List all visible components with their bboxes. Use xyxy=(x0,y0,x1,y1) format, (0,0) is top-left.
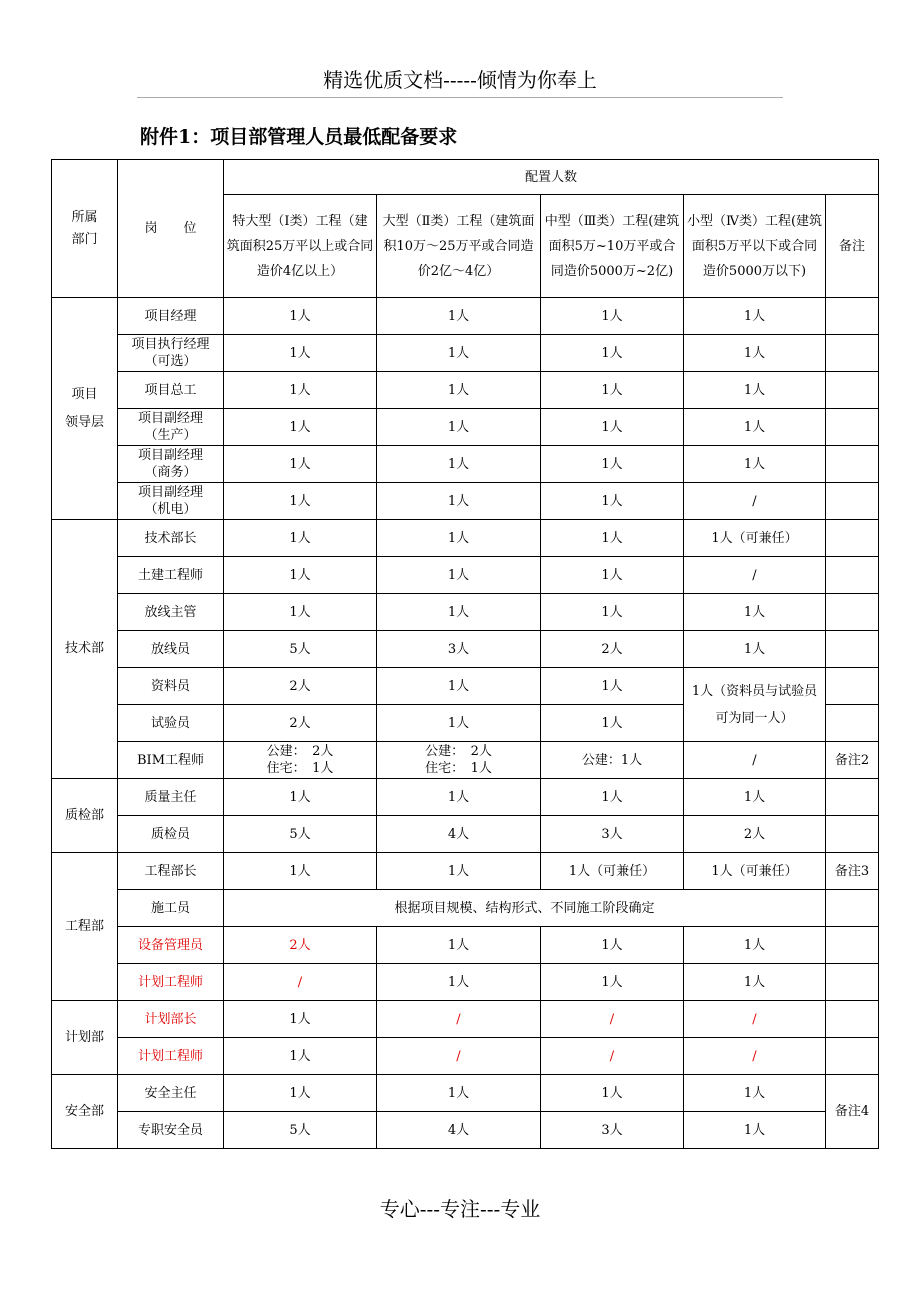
staffing-table xyxy=(51,159,879,1149)
value-cell: 1人 xyxy=(684,409,826,446)
value-cell: 1人 xyxy=(377,668,541,705)
table-row xyxy=(52,853,879,890)
col-header-remark: 备注 xyxy=(826,195,879,298)
value-cell: 4人 xyxy=(377,1112,541,1149)
table-row xyxy=(52,1075,879,1112)
table-row xyxy=(52,372,879,409)
remark-cell xyxy=(826,705,879,742)
value-cell: 1人 xyxy=(224,779,377,816)
value-cell: 1人 xyxy=(377,779,541,816)
value-cell: / xyxy=(541,1038,684,1075)
value-cell: 1人 xyxy=(541,964,684,1001)
value-cell: 1人 xyxy=(224,520,377,557)
value-cell: 1人 xyxy=(541,483,684,520)
value-cell: 2人 xyxy=(224,927,377,964)
value-cell: 1人 xyxy=(684,335,826,372)
value-cell: 1人 xyxy=(224,557,377,594)
value-cell: / xyxy=(224,964,377,1001)
value-cell: 2人 xyxy=(224,668,377,705)
value-cell: 1人 xyxy=(224,1001,377,1038)
remark-cell xyxy=(826,520,879,557)
remark-cell xyxy=(826,927,879,964)
value-cell: / xyxy=(684,742,826,779)
post-cell: 质检员 xyxy=(118,816,224,853)
table-row xyxy=(52,1038,879,1075)
remark-cell: 备注2 xyxy=(826,742,879,779)
value-cell: 1人 xyxy=(684,594,826,631)
value-cell: 1人 xyxy=(224,372,377,409)
remark-cell xyxy=(826,446,879,483)
value-cell: 1人 xyxy=(377,372,541,409)
post-cell: 计划工程师 xyxy=(118,1038,224,1075)
remark-cell xyxy=(826,298,879,335)
post-cell: 项目总工 xyxy=(118,372,224,409)
dept-leadership: 项目 领导层 xyxy=(52,298,118,520)
dept-plan: 计划部 xyxy=(52,1001,118,1075)
value-cell: 5人 xyxy=(224,1112,377,1149)
value-cell: / xyxy=(684,483,826,520)
table-row xyxy=(52,631,879,668)
value-cell: 1人 xyxy=(684,631,826,668)
table-row xyxy=(52,335,879,372)
remark-cell xyxy=(826,335,879,372)
post-cell: 安全主任 xyxy=(118,1075,224,1112)
table-row xyxy=(52,742,879,779)
col-header-dept: 所属 部门 xyxy=(52,160,118,298)
remark-cell xyxy=(826,964,879,1001)
value-cell: 公建： 2人 住宅： 1人 xyxy=(377,742,541,779)
value-cell: 1人 xyxy=(377,964,541,1001)
value-cell: 1人 xyxy=(541,335,684,372)
remark-cell xyxy=(826,668,879,705)
value-cell: 3人 xyxy=(541,816,684,853)
table-row xyxy=(52,520,879,557)
value-cell: 1人 xyxy=(684,1112,826,1149)
value-cell: 1人 xyxy=(684,298,826,335)
post-cell: 项目经理 xyxy=(118,298,224,335)
remark-cell xyxy=(826,779,879,816)
dept-qc: 质检部 xyxy=(52,779,118,853)
value-cell: 1人 xyxy=(541,779,684,816)
value-cell: 1人 xyxy=(377,483,541,520)
table-row xyxy=(52,409,879,446)
value-cell: 2人 xyxy=(224,705,377,742)
post-cell: 试验员 xyxy=(118,705,224,742)
value-cell: 1人 xyxy=(541,372,684,409)
table-row xyxy=(52,483,879,520)
value-cell: 1人 xyxy=(541,298,684,335)
table-row xyxy=(52,298,879,335)
value-cell: 1人 xyxy=(224,446,377,483)
remark-cell xyxy=(826,1038,879,1075)
remark-cell xyxy=(826,890,879,927)
value-cell: 1人 xyxy=(684,1075,826,1112)
value-cell: 1人 xyxy=(377,298,541,335)
remark-cell xyxy=(826,483,879,520)
dept-safety: 安全部 xyxy=(52,1075,118,1149)
value-cell: 1人 xyxy=(377,446,541,483)
post-cell: 工程部长 xyxy=(118,853,224,890)
table-row xyxy=(52,816,879,853)
value-cell: 1人 xyxy=(541,594,684,631)
value-cell: 1人 xyxy=(684,446,826,483)
value-cell: / xyxy=(684,1001,826,1038)
value-cell: 1人 xyxy=(377,705,541,742)
table-row xyxy=(52,1001,879,1038)
post-cell: 放线员 xyxy=(118,631,224,668)
table-row xyxy=(52,557,879,594)
value-cell: 1人 xyxy=(224,1038,377,1075)
value-cell: 5人 xyxy=(224,816,377,853)
value-cell: 1人（可兼任） xyxy=(541,853,684,890)
value-cell: 1人 xyxy=(224,483,377,520)
value-cell: 1人（可兼任） xyxy=(684,520,826,557)
table-row xyxy=(52,668,879,705)
safety-remark-cell: 备注4 xyxy=(826,1075,879,1149)
post-cell: 专职安全员 xyxy=(118,1112,224,1149)
value-cell: 1人 xyxy=(224,335,377,372)
value-cell: 1人 xyxy=(377,520,541,557)
value-cell: 1人 xyxy=(377,1075,541,1112)
remark-cell xyxy=(826,372,879,409)
value-cell: 1人 xyxy=(541,409,684,446)
value-cell: 1人 xyxy=(377,927,541,964)
col-header-type-3: 中型（Ⅲ类）工程(建筑面积5万~10万平或合同造价5000万~2亿) xyxy=(541,195,684,298)
post-cell: 施工员 xyxy=(118,890,224,927)
post-cell: 技术部长 xyxy=(118,520,224,557)
value-cell: 1人 xyxy=(377,557,541,594)
table-row xyxy=(52,446,879,483)
post-cell: 设备管理员 xyxy=(118,927,224,964)
remark-cell xyxy=(826,594,879,631)
remark-cell: 备注3 xyxy=(826,853,879,890)
post-cell: 项目副经理 （生产） xyxy=(118,409,224,446)
post-cell: 放线主管 xyxy=(118,594,224,631)
value-cell: 1人 xyxy=(224,853,377,890)
value-cell: 1人 xyxy=(541,557,684,594)
value-cell: 1人 xyxy=(224,298,377,335)
post-cell: 质量主任 xyxy=(118,779,224,816)
post-cell: BIM工程师 xyxy=(118,742,224,779)
value-cell: 3人 xyxy=(541,1112,684,1149)
post-cell: 资料员 xyxy=(118,668,224,705)
post-cell: 计划工程师 xyxy=(118,964,224,1001)
value-cell: 2人 xyxy=(684,816,826,853)
value-cell: / xyxy=(377,1001,541,1038)
remark-cell xyxy=(826,409,879,446)
value-cell: 1人 xyxy=(684,927,826,964)
table-row xyxy=(52,594,879,631)
page-footer: 专心---专注---专业 xyxy=(379,1197,541,1221)
value-cell: / xyxy=(541,1001,684,1038)
dept-eng: 工程部 xyxy=(52,853,118,1001)
value-cell: / xyxy=(684,1038,826,1075)
value-cell: 1人 xyxy=(541,927,684,964)
value-cell: 1人 xyxy=(377,409,541,446)
table-row xyxy=(52,1112,879,1149)
value-cell: 1人 xyxy=(684,964,826,1001)
col-header-post: 岗 位 xyxy=(118,160,224,298)
table-row xyxy=(52,964,879,1001)
value-cell: 1人 xyxy=(684,779,826,816)
value-cell: 1人 xyxy=(377,594,541,631)
post-cell: 项目执行经理 （可选） xyxy=(118,335,224,372)
value-cell: 4人 xyxy=(377,816,541,853)
value-cell: 2人 xyxy=(541,631,684,668)
table-row xyxy=(52,890,879,927)
dept-tech: 技术部 xyxy=(52,520,118,779)
value-cell: 1人（可兼任） xyxy=(684,853,826,890)
value-cell: 1人 xyxy=(377,853,541,890)
remark-cell xyxy=(826,1001,879,1038)
col-header-staffing: 配置人数 xyxy=(224,160,879,195)
table-row xyxy=(52,779,879,816)
value-cell: 1人 xyxy=(377,335,541,372)
value-cell: 1人 xyxy=(224,594,377,631)
value-cell: 1人 xyxy=(224,409,377,446)
post-cell: 项目副经理 （商务） xyxy=(118,446,224,483)
value-cell: 公建： 2人 住宅： 1人 xyxy=(224,742,377,779)
remark-cell xyxy=(826,816,879,853)
value-cell: 1人 xyxy=(541,1075,684,1112)
value-cell: 1人 xyxy=(541,446,684,483)
value-cell: 1人 xyxy=(224,1075,377,1112)
document-title: 附件1：项目部管理人员最低配备要求 xyxy=(140,126,458,148)
post-cell: 土建工程师 xyxy=(118,557,224,594)
merged-clerk-cell: 1人（资料员与试验员可为同一人） xyxy=(684,668,826,742)
table-row xyxy=(52,927,879,964)
value-cell: / xyxy=(377,1038,541,1075)
value-cell: 3人 xyxy=(377,631,541,668)
page-header: 精选优质文档-----倾情为你奉上 xyxy=(137,64,783,98)
col-header-type-1: 特大型（Ⅰ类）工程（建筑面积25万平以上或合同造价4亿以上） xyxy=(224,195,377,298)
merged-cell: 根据项目规模、结构形式、不同施工阶段确定 xyxy=(224,890,826,927)
col-header-type-2: 大型（Ⅱ类）工程（建筑面积10万～25万平或合同造价2亿～4亿） xyxy=(377,195,541,298)
value-cell: 1人 xyxy=(541,705,684,742)
post-cell: 计划部长 xyxy=(118,1001,224,1038)
remark-cell xyxy=(826,557,879,594)
value-cell: 公建：1人 xyxy=(541,742,684,779)
value-cell: 1人 xyxy=(541,520,684,557)
post-cell: 项目副经理 （机电） xyxy=(118,483,224,520)
value-cell: 1人 xyxy=(684,372,826,409)
value-cell: / xyxy=(684,557,826,594)
col-header-type-4: 小型（Ⅳ类）工程(建筑面积5万平以下或合同造价5000万以下) xyxy=(684,195,826,298)
value-cell: 5人 xyxy=(224,631,377,668)
remark-cell xyxy=(826,631,879,668)
value-cell: 1人 xyxy=(541,668,684,705)
